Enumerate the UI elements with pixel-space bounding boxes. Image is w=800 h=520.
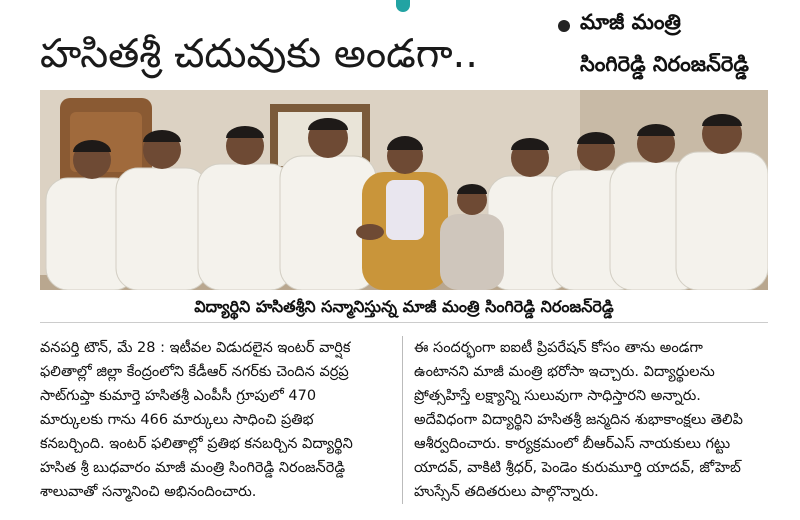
byline-line-2: సింగిరెడ్డి నిరంజన్‌రెడ్డి [580,52,749,76]
article-column-1: వనపర్తి టౌన్, మే 28 : ఇటీవల విడుదలైన ఇంటర్ వార్షిక ఫలితాల్లో జిల్లా కేంద్రంలోని కేడీఆర్ నగర్‌కు చెందిన వర్రప్ర సాట్‌గుప్తా కుమార్తె హసితశ్రీ ఎంపీసీ గ్రూపులో 470 మార్కులకు గాను 466 మార్కులు సాధించి ప్రతిభ కనబర్చింది. ఇంటర్ ఫలితాల్లో ప్రతిభ కనబర్చిన విద్యార్థిని హసిత శ్రీ బుధవారం మాజీ మంత్రి సింగిరెడ్డి నిరంజన్‌రెడ్డి శాలువాతో సన్మానించి అభినందించారు. [40,340,353,500]
top-color-mark [396,0,410,12]
column-divider [402,336,403,504]
byline-bullet-icon [558,20,570,32]
news-photo-illustration [40,90,768,290]
photo-caption: విద్యార్థిని హసితశ్రీని సన్మానిస్తున్న మాజీ మంత్రి సింగిరెడ్డి నిరంజన్‌రెడ్డి [40,292,768,323]
byline [558,8,794,88]
headline: హసితశ్రీ చదువుకు అండగా.. [40,31,478,77]
byline-line-1: మాజీ మంత్రి [580,10,681,34]
news-photo [40,90,768,290]
article-column-2: ఈ సందర్భంగా ఐఐటీ ప్రిపరేషన్ కోసం తాను అండగా ఉంటానని మాజీ మంత్రి భరోసా ఇచ్చారు. విద్యార్థులను ప్రోత్సహిస్తే లక్ష్యాన్ని సులువుగా సాధిస్తారని అన్నారు. అదేవిధంగా విద్యార్థిని హసితశ్రీ జన్మదిన శుభాకాంక్షలు తెలిపి ఆశీర్వదించారు. కార్యక్రమంలో బీఆర్ఎస్ నాయకులు గట్టు యాదవ్, వాకిటి శ్రీధర్, పెండెం కురుమూర్తి యాదవ్, జోహెబ్ హుస్సేన్ తదితరులు పాల్గొన్నారు. [414,340,743,500]
